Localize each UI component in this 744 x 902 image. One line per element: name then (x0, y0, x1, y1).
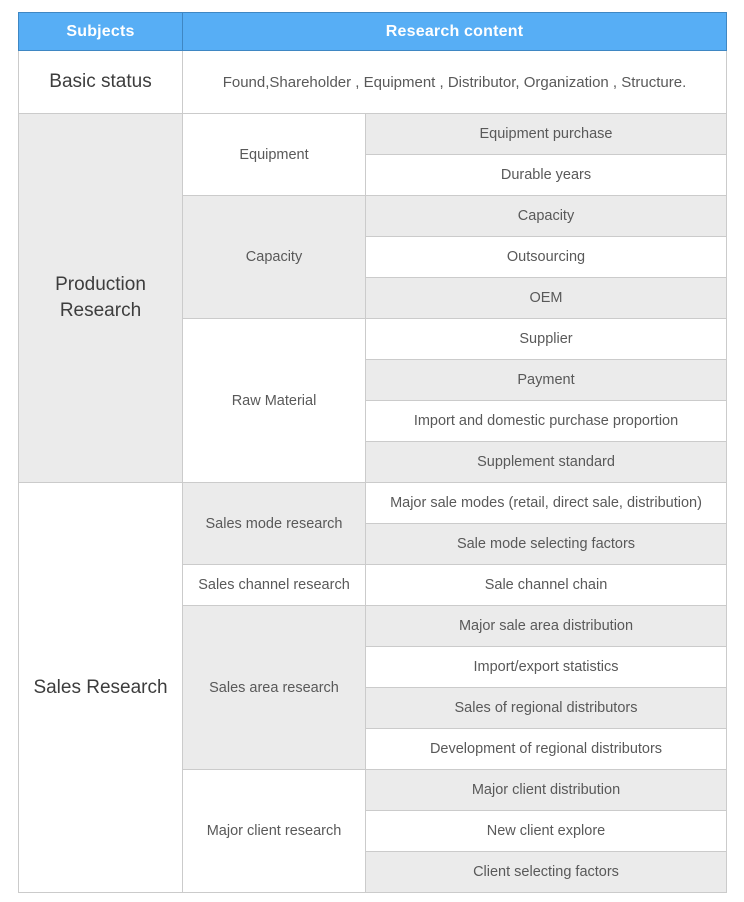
research-item-cell: Outsourcing (366, 237, 727, 278)
research-item-cell: OEM (366, 278, 727, 319)
research-item-cell: Equipment purchase (366, 114, 727, 155)
research-item-cell: Payment (366, 360, 727, 401)
group-cell-major-client-research: Major client research (183, 770, 366, 893)
research-item-cell: Major sale modes (retail, direct sale, distribution) (366, 483, 727, 524)
research-item-cell: Sales of regional distributors (366, 688, 727, 729)
group-cell-capacity: Capacity (183, 196, 366, 319)
research-item-cell: Major client distribution (366, 770, 727, 811)
subjects-header: Subjects (19, 13, 183, 51)
group-cell-sales-area-research: Sales area research (183, 606, 366, 770)
group-cell-equipment: Equipment (183, 114, 366, 196)
group-cell-sales-channel-research: Sales channel research (183, 565, 366, 606)
research-item-cell: Supplier (366, 319, 727, 360)
group-cell-raw-material: Raw Material (183, 319, 366, 483)
subject-cell-sales-research: Sales Research (19, 483, 183, 893)
research-item-cell: Client selecting factors (366, 852, 727, 893)
research-item-cell: Sale mode selecting factors (366, 524, 727, 565)
research-item-cell: Import/export statistics (366, 647, 727, 688)
group-cell-sales-mode-research: Sales mode research (183, 483, 366, 565)
research-item-cell: Sale channel chain (366, 565, 727, 606)
research-item-cell: Supplement standard (366, 442, 727, 483)
basic-status-content-cell: Found,Shareholder , Equipment , Distributor, Organization , Structure. (183, 51, 727, 114)
research-item-cell: Major sale area distribution (366, 606, 727, 647)
basic-status-row (19, 51, 727, 114)
research-item-cell: Development of regional distributors (366, 729, 727, 770)
table-row (19, 114, 727, 155)
subject-cell-production-research: Production Research (19, 114, 183, 483)
research-item-cell: Durable years (366, 155, 727, 196)
research-item-cell: New client explore (366, 811, 727, 852)
research-item-cell: Capacity (366, 196, 727, 237)
basic-status-cell: Basic status (19, 51, 183, 114)
table-header-row (19, 13, 727, 51)
research-table (18, 12, 727, 893)
table-row (19, 483, 727, 524)
research-item-cell: Import and domestic purchase proportion (366, 401, 727, 442)
research-content-header: Research content (183, 13, 727, 51)
